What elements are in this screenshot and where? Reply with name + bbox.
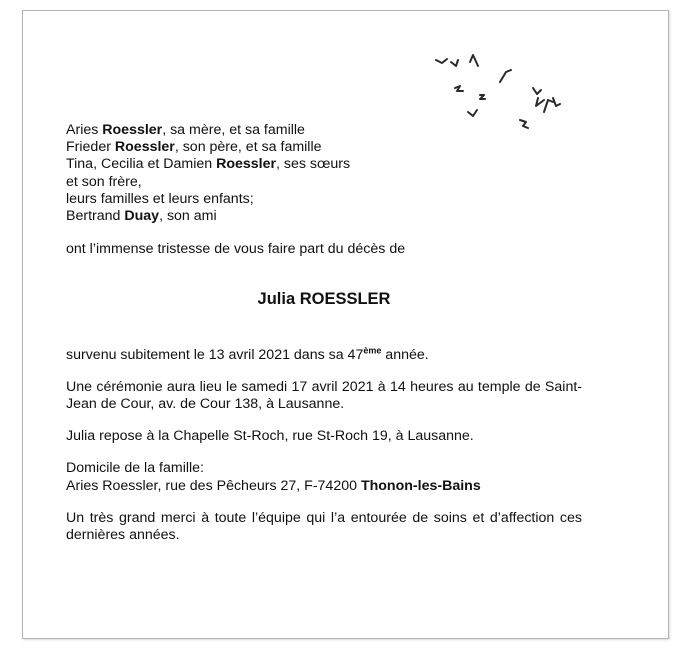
obituary-text [66,122,582,544]
family-line-3: Tina, Cecilia et Damien Roessler, ses sœurs [66,156,351,173]
family-line-5: leurs familles et leurs enfants; [66,190,254,207]
family-line-4: et son frère, [66,173,142,190]
death-date-text: survenu subitement le 13 avril 2021 dans sa 47ème année. [66,344,429,363]
deceased-name: Julia ROESSLER [257,290,391,309]
family-line-6: Bertrand Duay, son ami [66,208,217,225]
family-line-1: Aries Roessler, sa mère, et sa famille [66,122,305,138]
family-line-2: Frieder Roessler, son père, et sa famille [66,139,322,156]
ceremony-text: Une cérémonie aura lieu le samedi 17 avril 2021 à 14 heures au temple de Saint-Jean de Cour, av. de Cour 138, à Lausanne. [66,378,582,413]
announcement-text: ont l’immense tristesse de vous faire part du décès de [66,241,406,258]
domicile-label: Domicile de la famille: [66,460,204,477]
domicile-address: Aries Roessler, rue des Pêcheurs 27, F-74200 Thonon-les-Bains [66,477,481,494]
repose-text: Julia repose à la Chapelle St-Roch, rue St-Roch 19, à Lausanne. [66,428,474,445]
thanks-text: Un très grand merci à toute l’équipe qui l’a entourée de soins et d’affection ces dernières années. [66,509,582,544]
